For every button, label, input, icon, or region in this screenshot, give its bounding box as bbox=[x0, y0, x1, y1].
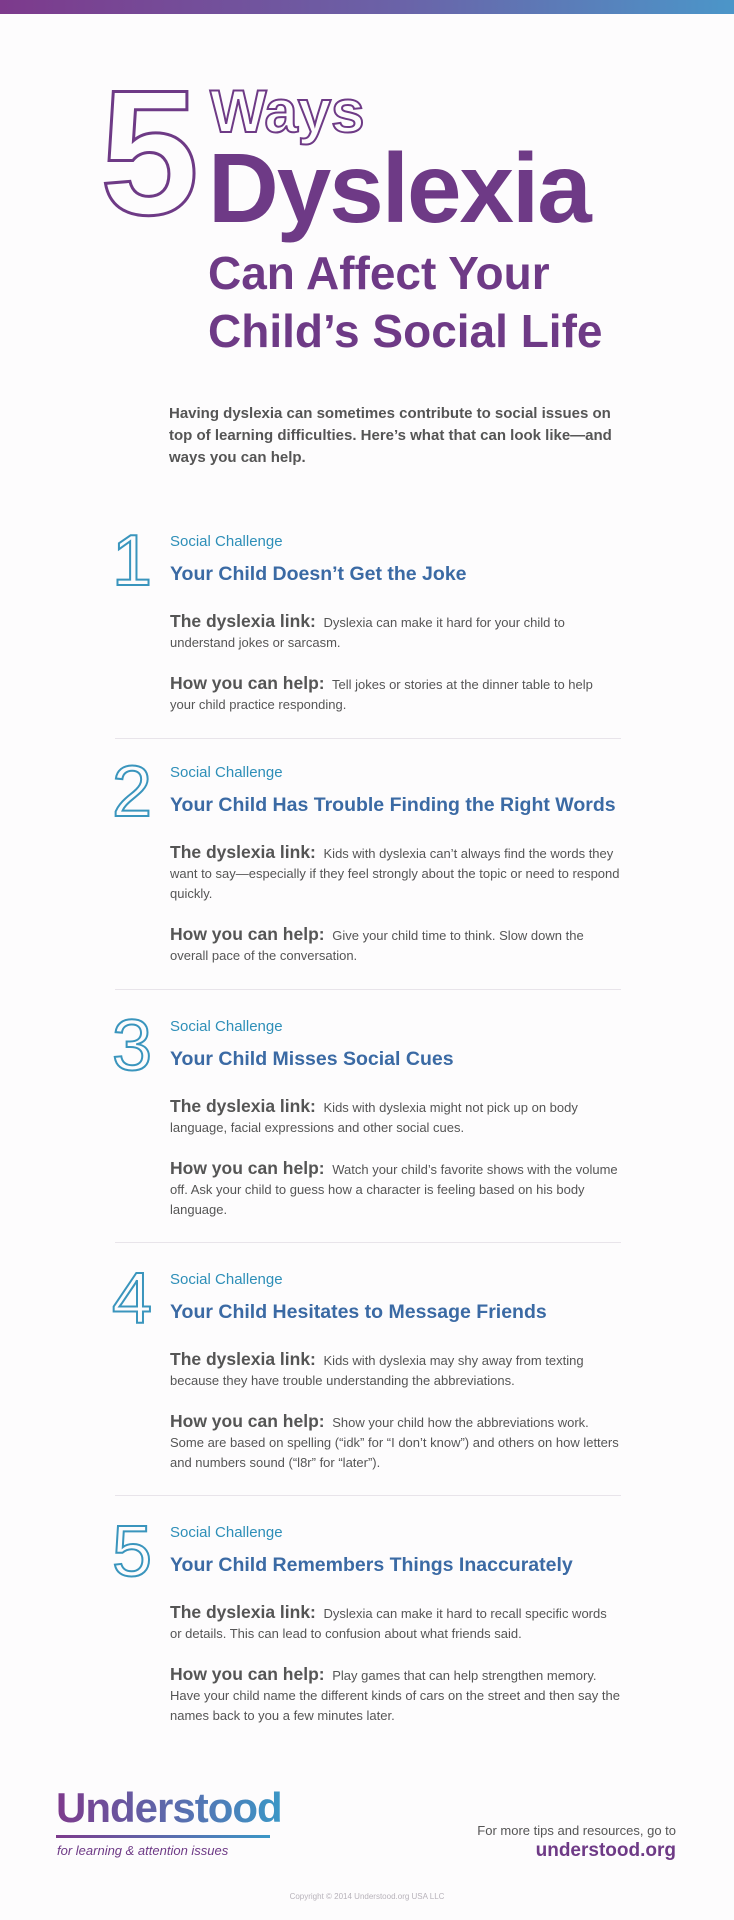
dyslexia-link-text: Dyslexia can make it hard for your child to understand jokes or sarcasm. bbox=[170, 615, 565, 650]
top-gradient-bar bbox=[0, 0, 734, 14]
dyslexia-link bbox=[170, 1096, 620, 1138]
how-to-help-text: Give your child time to think. Slow down the overall pace of the conversation. bbox=[170, 928, 584, 963]
how-to-help-label: How you can help: bbox=[170, 924, 325, 944]
how-to-help-text: Show your child how the abbreviations work. Some are based on spelling (“idk” for “I don’t know”) and others on how letters and numbers sound (“l8r” for “later”). bbox=[170, 1415, 619, 1470]
logo-tagline: for learning & attention issues bbox=[57, 1843, 229, 1858]
section-label: Social Challenge bbox=[170, 1271, 283, 1288]
how-to-help-label: How you can help: bbox=[170, 1158, 325, 1178]
dyslexia-link-label: The dyslexia link: bbox=[170, 1349, 316, 1369]
how-to-help bbox=[170, 1158, 620, 1220]
logo-underline bbox=[56, 1835, 270, 1838]
dyslexia-link-text: Dyslexia can make it hard to recall specific words or details. This can lead to confusion about what friends said. bbox=[170, 1606, 607, 1641]
section-divider bbox=[115, 989, 621, 990]
website-link[interactable]: understood.org bbox=[535, 1840, 676, 1861]
section-number: 1 bbox=[112, 521, 153, 601]
more-resources-text: For more tips and resources, go to bbox=[477, 1823, 676, 1838]
section-title: Your Child Has Trouble Finding the Right Words bbox=[170, 794, 616, 816]
dyslexia-link-text: Kids with dyslexia might not pick up on body language, facial expressions and other social cues. bbox=[170, 1100, 578, 1135]
understood-logo[interactable]: Understood bbox=[56, 1784, 282, 1831]
hero-ways: Ways bbox=[210, 78, 365, 145]
how-to-help bbox=[170, 1664, 620, 1726]
how-to-help bbox=[170, 1411, 620, 1473]
how-to-help bbox=[170, 924, 620, 966]
dyslexia-link bbox=[170, 1349, 620, 1391]
how-to-help-text: Tell jokes or stories at the dinner table to help your child practice responding. bbox=[170, 677, 593, 712]
dyslexia-link bbox=[170, 611, 620, 653]
section-title: Your Child Remembers Things Inaccurately bbox=[170, 1554, 573, 1576]
section-divider bbox=[115, 1495, 621, 1496]
how-to-help-label: How you can help: bbox=[170, 673, 325, 693]
section-number: 2 bbox=[112, 752, 153, 832]
section-label: Social Challenge bbox=[170, 764, 283, 781]
section-label: Social Challenge bbox=[170, 533, 283, 550]
how-to-help-text: Watch your child’s favorite shows with the volume off. Ask your child to guess how a character is feeling based on his body language. bbox=[170, 1162, 618, 1217]
hero-dyslexia: Dyslexia bbox=[208, 133, 590, 243]
section-divider bbox=[115, 1242, 621, 1243]
dyslexia-link-label: The dyslexia link: bbox=[170, 1602, 316, 1622]
dyslexia-link-label: The dyslexia link: bbox=[170, 611, 316, 631]
dyslexia-link-label: The dyslexia link: bbox=[170, 1096, 316, 1116]
dyslexia-link-text: Kids with dyslexia may shy away from texting because they have trouble understanding the abbreviations. bbox=[170, 1353, 584, 1388]
copyright: Copyright © 2014 Understood.org USA LLC bbox=[289, 1892, 445, 1901]
section-label: Social Challenge bbox=[170, 1524, 283, 1541]
dyslexia-link-label: The dyslexia link: bbox=[170, 842, 316, 862]
hero-number: 5 bbox=[100, 53, 199, 252]
dyslexia-link-text: Kids with dyslexia can’t always find the words they want to say—especially if they feel strongly about the topic or need to respond quickly. bbox=[170, 846, 620, 901]
dyslexia-link bbox=[170, 842, 620, 904]
how-to-help bbox=[170, 673, 620, 715]
hero-subtitle: Can Affect Your Child’s Social Life bbox=[208, 247, 603, 357]
dyslexia-link bbox=[170, 1602, 620, 1644]
how-to-help-label: How you can help: bbox=[170, 1664, 325, 1684]
section-title: Your Child Hesitates to Message Friends bbox=[170, 1301, 547, 1323]
section-number: 4 bbox=[112, 1259, 153, 1339]
section-title: Your Child Misses Social Cues bbox=[170, 1048, 454, 1070]
intro-paragraph: Having dyslexia can sometimes contribute to social issues on top of learning difficulties. Here’s what that can look like—and ways you can help. bbox=[169, 405, 612, 466]
section-number: 3 bbox=[112, 1006, 153, 1086]
section-title: Your Child Doesn’t Get the Joke bbox=[170, 563, 467, 585]
how-to-help-text: Play games that can help strengthen memory. Have your child name the different kinds of cars on the street and then say the names back to you a few minutes later. bbox=[170, 1668, 620, 1723]
section-number: 5 bbox=[112, 1512, 153, 1592]
how-to-help-label: How you can help: bbox=[170, 1411, 325, 1431]
section-label: Social Challenge bbox=[170, 1018, 283, 1035]
section-divider bbox=[115, 738, 621, 739]
